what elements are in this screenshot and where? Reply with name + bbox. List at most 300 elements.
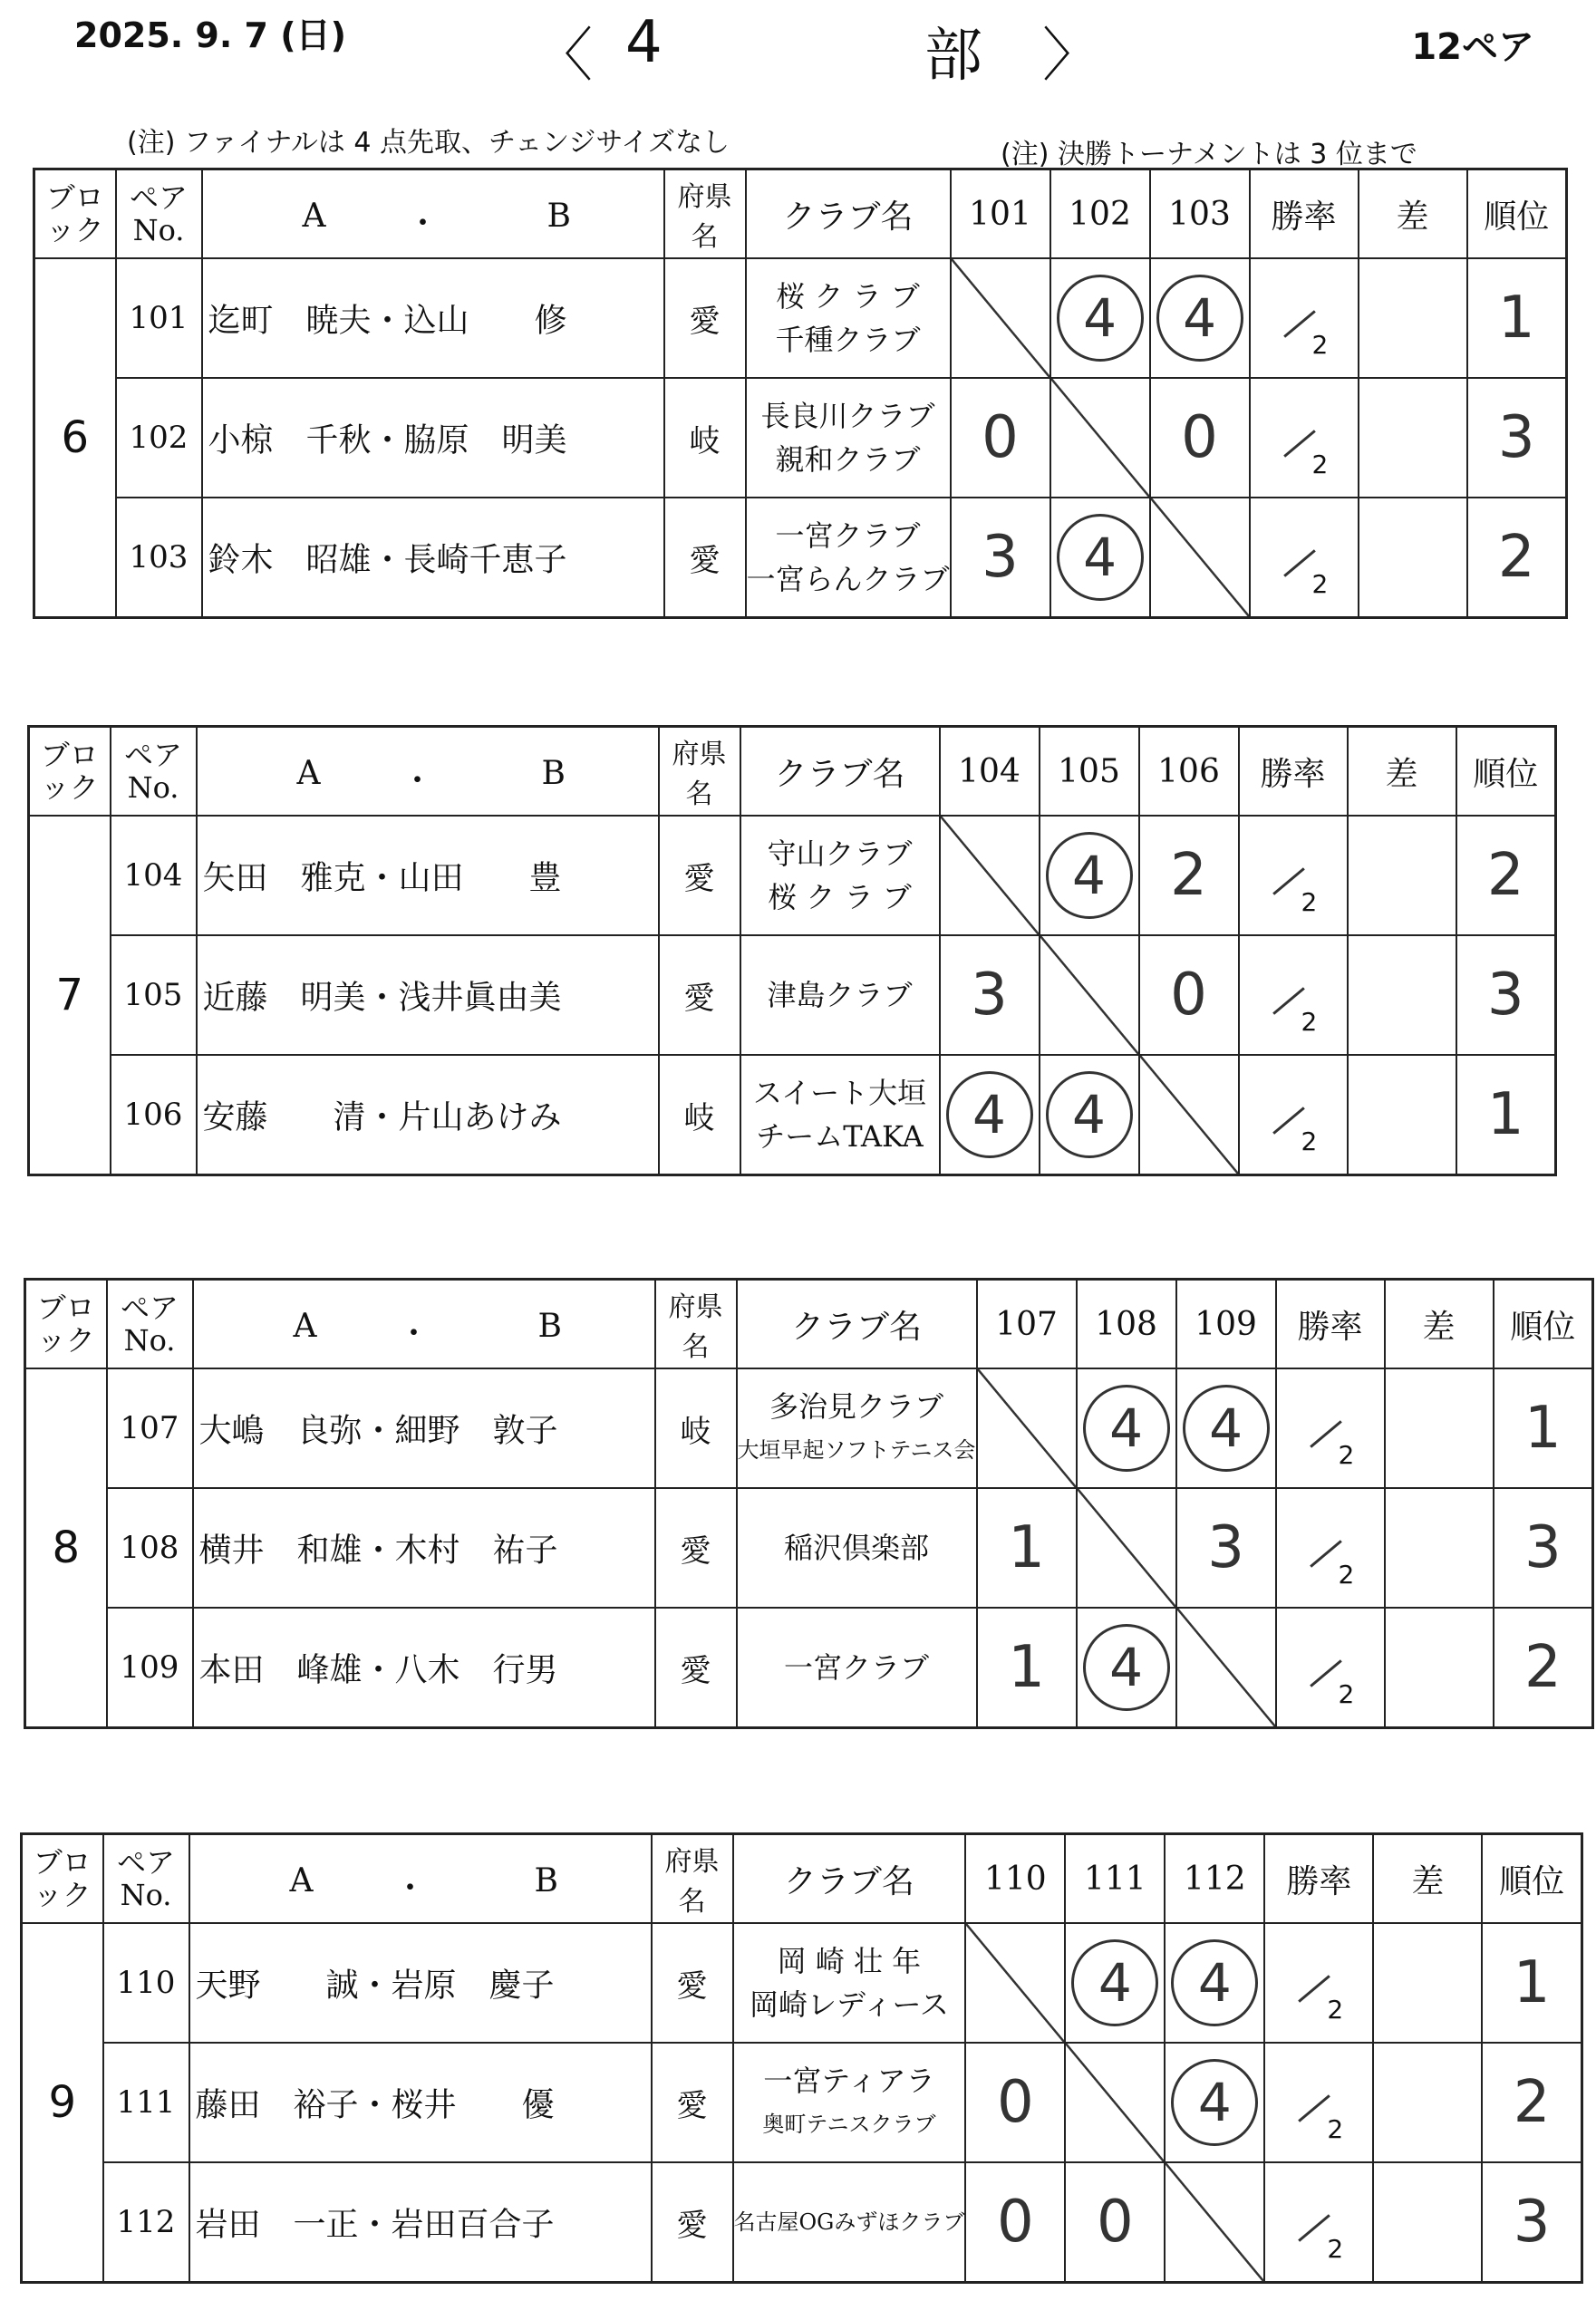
match-score <box>1150 378 1250 498</box>
player-a-header: A <box>296 755 321 792</box>
player-a-header: A <box>302 198 326 235</box>
club-names <box>737 1488 977 1608</box>
prefecture: 愛 <box>664 258 746 378</box>
circled-win-score: 4 <box>1046 1071 1133 1158</box>
player-b-header: B <box>537 1308 562 1345</box>
player-names <box>202 378 664 498</box>
pair-header-line1: ペア <box>123 738 182 772</box>
club-names <box>746 258 951 378</box>
win-rate-header: 勝率 <box>1264 1834 1373 1924</box>
match-score <box>1050 258 1150 378</box>
block-header <box>29 727 111 817</box>
opponent-header: 104 <box>940 727 1040 817</box>
pair-row <box>22 2162 1582 2283</box>
pair-header-line1: ペア <box>129 180 188 215</box>
point-diff <box>1348 816 1456 935</box>
block-number: 6 <box>34 258 116 618</box>
club-names <box>733 1923 966 2043</box>
player-names-text: 小椋 千秋・脇原 明美 <box>208 421 567 459</box>
block-table <box>27 725 1557 1176</box>
title-bracket-open: 〈 <box>535 23 593 90</box>
block-table <box>24 1278 1594 1729</box>
prefecture: 愛 <box>652 2043 733 2162</box>
club-names <box>740 1055 940 1175</box>
self-match-cell <box>965 1923 1065 2043</box>
point-diff <box>1348 1055 1456 1175</box>
score-value: 2 <box>1170 842 1207 909</box>
point-diff <box>1359 258 1467 378</box>
circled-win-score: 4 <box>1083 1624 1170 1711</box>
block-number: 9 <box>22 1923 103 2283</box>
score-value: 3 <box>1207 1514 1244 1581</box>
player-names <box>197 935 659 1055</box>
match-score <box>977 1488 1077 1608</box>
player-names <box>202 258 664 378</box>
club-name-1: 長良川クラブ <box>760 399 935 433</box>
club-names <box>733 2043 966 2162</box>
circled-win-score: 4 <box>1083 1385 1170 1472</box>
opponent-header: 105 <box>1040 727 1139 817</box>
opponent-header: 102 <box>1050 169 1150 259</box>
pair-row <box>25 1488 1593 1608</box>
win-rate-denominator: 2 <box>1311 569 1329 599</box>
player-names-text: 矢田 雅克・山田 豊 <box>202 859 562 897</box>
prefecture-header: 府県名 <box>652 1834 733 1924</box>
player-b-header: B <box>547 198 571 235</box>
point-diff <box>1348 935 1456 1055</box>
club-names <box>733 2162 966 2283</box>
point-diff <box>1373 2043 1482 2162</box>
match-score <box>1040 816 1139 935</box>
score-value: 3 <box>971 962 1008 1029</box>
block-header-line2: ック <box>45 213 104 247</box>
prefecture-header: 府県名 <box>655 1280 737 1369</box>
opponent-header: 111 <box>1065 1834 1165 1924</box>
pair-header-line2: No. <box>123 1323 176 1358</box>
prefecture: 愛 <box>655 1488 737 1608</box>
rank-header: 順位 <box>1456 727 1556 817</box>
title-bracket-close: 〉 <box>1042 23 1100 90</box>
win-rate-denominator: 2 <box>1338 1440 1355 1470</box>
self-match-cell <box>1077 1488 1176 1608</box>
block-header-line2: ック <box>36 1323 95 1358</box>
pair-header-line1: ペア <box>120 1290 179 1325</box>
prefecture: 岐 <box>655 1368 737 1488</box>
win-rate <box>1250 498 1359 618</box>
club-names <box>740 816 940 935</box>
rank: 3 <box>1482 2162 1581 2283</box>
block-header-line2: ック <box>33 1878 92 1912</box>
diff-header: 差 <box>1385 1280 1494 1369</box>
pair-number: 106 <box>111 1055 197 1175</box>
separator-dot: ・ <box>393 1870 427 1907</box>
player-names-text: 鈴木 昭雄・長崎千恵子 <box>208 541 567 579</box>
circled-win-score: 4 <box>1171 1939 1258 2026</box>
separator-dot: ・ <box>401 762 434 799</box>
point-diff <box>1373 1923 1482 2043</box>
player-names <box>193 1488 655 1608</box>
player-names <box>189 2043 652 2162</box>
circled-win-score: 4 <box>1183 1385 1270 1472</box>
rank-header: 順位 <box>1467 169 1567 259</box>
club-name-2: 千種クラブ <box>775 323 921 357</box>
club-names <box>740 935 940 1055</box>
opponent-header: 110 <box>965 1834 1065 1924</box>
title-number: 4 <box>625 9 663 76</box>
club-name-2: 岡崎レディース <box>750 1987 949 2022</box>
club-header: クラブ名 <box>733 1834 966 1924</box>
club-name-2: 大垣早起ソフトテニス会 <box>737 1437 976 1463</box>
score-value: 1 <box>1008 1514 1045 1581</box>
rank: 2 <box>1482 2043 1581 2162</box>
win-rate <box>1250 258 1359 378</box>
pair-header-line2: No. <box>120 1878 172 1912</box>
player-names <box>193 1608 655 1728</box>
win-rate <box>1239 935 1348 1055</box>
player-names-text: 迄町 暁夫・込山 修 <box>208 302 567 340</box>
match-score <box>1150 258 1250 378</box>
win-rate-slash <box>1283 310 1316 338</box>
event-date: 2025. 9. 7 (日) <box>74 15 346 55</box>
block-table <box>33 168 1568 619</box>
win-rate-slash <box>1272 987 1305 1015</box>
club-name-1: 桜 ク ラ ブ <box>776 279 920 314</box>
rank: 2 <box>1494 1608 1593 1728</box>
player-names-text: 天野 誠・岩原 慶子 <box>195 1967 555 2005</box>
club-name-2: 桜 ク ラ ブ <box>768 880 912 914</box>
win-rate-denominator: 2 <box>1301 1126 1318 1156</box>
block-header-line1: ブロ <box>36 1290 95 1325</box>
pair-row <box>22 2043 1582 2162</box>
win-rate-slash <box>1310 1420 1342 1448</box>
club-names <box>737 1608 977 1728</box>
win-rate <box>1250 378 1359 498</box>
opponent-header: 101 <box>951 169 1050 259</box>
win-rate <box>1264 1923 1373 2043</box>
self-match-cell <box>1065 2043 1165 2162</box>
match-score <box>951 378 1050 498</box>
match-score <box>1176 1488 1276 1608</box>
player-names-text: 岩田 一正・岩田百合子 <box>195 2206 555 2244</box>
prefecture: 愛 <box>655 1608 737 1728</box>
pair-count: 12ペア <box>1411 26 1534 68</box>
win-rate-denominator: 2 <box>1327 1995 1344 2025</box>
circled-win-score: 4 <box>1046 832 1133 919</box>
circled-win-score: 4 <box>1057 514 1144 601</box>
self-match-cell <box>1139 1055 1239 1175</box>
point-diff <box>1385 1368 1494 1488</box>
club-name-1: 一宮クラブ <box>775 518 921 553</box>
match-score <box>1065 2162 1165 2283</box>
club-name-2: 一宮らんクラブ <box>746 562 950 596</box>
block-header-line1: ブロ <box>40 738 99 772</box>
match-score <box>1065 1923 1165 2043</box>
pair-header-line2: No. <box>127 770 179 805</box>
self-match-cell <box>1165 2162 1264 2283</box>
win-rate <box>1276 1488 1385 1608</box>
pair-number: 104 <box>111 816 197 935</box>
player-names <box>197 816 659 935</box>
pair-row <box>25 1608 1593 1728</box>
self-match-cell <box>940 816 1040 935</box>
block-header-line1: ブロ <box>33 1845 92 1880</box>
diff-header: 差 <box>1348 727 1456 817</box>
self-match-cell <box>1050 378 1150 498</box>
prefecture: 愛 <box>659 935 740 1055</box>
prefecture: 愛 <box>652 1923 733 2043</box>
circled-win-score: 4 <box>1171 2059 1258 2146</box>
block-number: 7 <box>29 816 111 1175</box>
block-header <box>22 1834 103 1924</box>
pair-no-header <box>103 1834 189 1924</box>
match-score <box>940 935 1040 1055</box>
pair-number: 109 <box>107 1608 193 1728</box>
pair-number: 107 <box>107 1368 193 1488</box>
rank: 2 <box>1456 816 1556 935</box>
player-names-text: 安藤 清・片山あけみ <box>202 1098 562 1136</box>
point-diff <box>1373 2162 1482 2283</box>
club-name-1: 名古屋OGみずほクラブ <box>733 2209 965 2235</box>
circled-win-score: 4 <box>1057 275 1144 362</box>
rank: 1 <box>1467 258 1567 378</box>
match-score <box>1139 935 1239 1055</box>
win-rate-slash <box>1299 2214 1331 2242</box>
club-names <box>746 378 951 498</box>
pair-row <box>25 1368 1593 1488</box>
club-name-1: 岡 崎 壮 年 <box>777 1944 922 1978</box>
opponent-header: 108 <box>1077 1280 1176 1369</box>
opponent-header: 109 <box>1176 1280 1276 1369</box>
match-score <box>965 2043 1065 2162</box>
player-names <box>202 498 664 618</box>
circled-win-score: 4 <box>946 1071 1033 1158</box>
player-b-header: B <box>534 1862 558 1900</box>
win-rate-slash <box>1299 1975 1331 2003</box>
club-name-1: 一宮ティアラ <box>763 2064 935 2098</box>
club-header: クラブ名 <box>746 169 951 259</box>
player-names-text: 横井 和雄・木村 祐子 <box>198 1532 558 1570</box>
player-a-header: A <box>289 1862 314 1900</box>
separator-dot: ・ <box>406 205 440 242</box>
pair-row <box>29 935 1556 1055</box>
opponent-header: 112 <box>1165 1834 1264 1924</box>
prefecture-header: 府県名 <box>664 169 746 259</box>
match-score <box>977 1608 1077 1728</box>
point-diff <box>1359 498 1467 618</box>
pair-no-header <box>116 169 202 259</box>
score-value: 3 <box>982 524 1019 591</box>
pair-number: 111 <box>103 2043 189 2162</box>
player-names-header <box>202 169 664 259</box>
player-names-text: 本田 峰雄・八木 行男 <box>198 1651 558 1689</box>
self-match-cell <box>977 1368 1077 1488</box>
win-rate <box>1264 2162 1373 2283</box>
opponent-header: 107 <box>977 1280 1077 1369</box>
pair-row <box>34 258 1567 378</box>
pair-number: 105 <box>111 935 197 1055</box>
player-names-text: 近藤 明美・浅井眞由美 <box>202 979 562 1017</box>
pair-row <box>34 498 1567 618</box>
club-name-1: 多治見クラブ <box>769 1389 944 1424</box>
score-value: 0 <box>1097 2189 1134 2256</box>
club-name-2: チームTAKA <box>756 1119 924 1154</box>
score-value: 0 <box>997 2189 1034 2256</box>
separator-dot: ・ <box>397 1315 430 1352</box>
rank: 3 <box>1494 1488 1593 1608</box>
circled-win-score: 4 <box>1071 1939 1158 2026</box>
pair-row <box>29 816 1556 935</box>
pair-number: 102 <box>116 378 202 498</box>
block-header <box>25 1280 107 1369</box>
player-names-text: 大嶋 良弥・細野 敦子 <box>198 1412 558 1450</box>
club-name-2: 親和クラブ <box>775 442 921 477</box>
win-rate-denominator: 2 <box>1301 887 1318 917</box>
win-rate-header: 勝率 <box>1276 1280 1385 1369</box>
win-rate-slash <box>1299 2094 1331 2122</box>
score-value: 0 <box>1181 404 1218 471</box>
score-value: 0 <box>1170 962 1207 1029</box>
prefecture: 愛 <box>659 816 740 935</box>
pair-number: 112 <box>103 2162 189 2283</box>
pair-number: 103 <box>116 498 202 618</box>
club-name-1: 一宮クラブ <box>784 1650 930 1685</box>
point-diff <box>1385 1608 1494 1728</box>
pair-number: 108 <box>107 1488 193 1608</box>
block-header-line2: ック <box>40 770 99 805</box>
club-names <box>737 1368 977 1488</box>
match-score <box>1139 816 1239 935</box>
player-names-header <box>197 727 659 817</box>
club-name-1: スイート大垣 <box>752 1076 927 1110</box>
win-rate <box>1276 1608 1385 1728</box>
win-rate-denominator: 2 <box>1338 1679 1355 1709</box>
rank-header: 順位 <box>1494 1280 1593 1369</box>
rank: 1 <box>1482 1923 1581 2043</box>
score-value: 0 <box>997 2069 1034 2136</box>
win-rate-denominator: 2 <box>1311 450 1329 479</box>
self-match-cell <box>951 258 1050 378</box>
match-score <box>1165 1923 1264 2043</box>
win-rate-denominator: 2 <box>1338 1560 1355 1590</box>
win-rate <box>1264 2043 1373 2162</box>
match-score <box>951 498 1050 618</box>
pair-no-header <box>111 727 197 817</box>
club-name-1: 津島クラブ <box>767 978 913 1012</box>
self-match-cell <box>1150 498 1250 618</box>
win-rate-header: 勝率 <box>1250 169 1359 259</box>
opponent-header: 106 <box>1139 727 1239 817</box>
match-score <box>1176 1368 1276 1488</box>
note-tournament: (注) 決勝トーナメントは 3 位まで <box>1001 139 1417 170</box>
player-names-header <box>189 1834 652 1924</box>
prefecture: 愛 <box>664 498 746 618</box>
pair-row <box>29 1055 1556 1175</box>
match-score <box>965 2162 1065 2283</box>
win-rate <box>1276 1368 1385 1488</box>
club-names <box>746 498 951 618</box>
pair-number: 101 <box>116 258 202 378</box>
win-rate-denominator: 2 <box>1327 2234 1344 2264</box>
win-rate-slash <box>1310 1659 1342 1687</box>
score-value: 1 <box>1008 1634 1045 1701</box>
win-rate-slash <box>1310 1540 1342 1568</box>
rank: 2 <box>1467 498 1567 618</box>
win-rate-denominator: 2 <box>1301 1007 1318 1037</box>
opponent-header: 103 <box>1150 169 1250 259</box>
club-name-2: 奥町テニスクラブ <box>762 2112 936 2137</box>
win-rate-slash <box>1272 1107 1305 1135</box>
player-names-text: 藤田 裕子・桜井 優 <box>195 2086 555 2124</box>
win-rate-slash <box>1283 549 1316 577</box>
player-names-header <box>193 1280 655 1369</box>
pair-no-header <box>107 1280 193 1369</box>
match-score <box>1077 1368 1176 1488</box>
circled-win-score: 4 <box>1156 275 1243 362</box>
block-header-line1: ブロ <box>45 180 104 215</box>
rank-header: 順位 <box>1482 1834 1581 1924</box>
club-name-1: 守山クラブ <box>767 836 913 871</box>
player-names <box>189 1923 652 2043</box>
point-diff <box>1359 378 1467 498</box>
win-rate-denominator: 2 <box>1311 330 1329 360</box>
rank: 3 <box>1456 935 1556 1055</box>
win-rate-header: 勝率 <box>1239 727 1348 817</box>
pair-header-line1: ペア <box>116 1845 175 1880</box>
player-b-header: B <box>541 755 566 792</box>
self-match-cell <box>1176 1608 1276 1728</box>
player-names <box>189 2162 652 2283</box>
match-score <box>1077 1608 1176 1728</box>
note-final: (注) ファイナルは 4 点先取、チェンジサイズなし <box>127 127 730 159</box>
rank: 1 <box>1456 1055 1556 1175</box>
score-value: 0 <box>982 404 1019 471</box>
prefecture-header: 府県名 <box>659 727 740 817</box>
match-score <box>1050 498 1150 618</box>
prefecture: 愛 <box>652 2162 733 2283</box>
win-rate-denominator: 2 <box>1327 2114 1344 2144</box>
rank: 1 <box>1494 1368 1593 1488</box>
win-rate <box>1239 816 1348 935</box>
player-names <box>193 1368 655 1488</box>
self-match-cell <box>1040 935 1139 1055</box>
diff-header: 差 <box>1373 1834 1482 1924</box>
rank: 3 <box>1467 378 1567 498</box>
player-names <box>197 1055 659 1175</box>
point-diff <box>1385 1488 1494 1608</box>
block-number: 8 <box>25 1368 107 1728</box>
block-header <box>34 169 116 259</box>
win-rate-slash <box>1283 430 1316 458</box>
player-a-header: A <box>293 1308 317 1345</box>
pair-number: 110 <box>103 1923 189 2043</box>
match-score <box>1165 2043 1264 2162</box>
diff-header: 差 <box>1359 169 1467 259</box>
club-name-1: 稲沢倶楽部 <box>784 1531 930 1565</box>
pair-row <box>22 1923 1582 2043</box>
title-bu: 部 <box>924 23 982 90</box>
win-rate <box>1239 1055 1348 1175</box>
pair-header-line2: No. <box>132 213 185 247</box>
prefecture: 岐 <box>659 1055 740 1175</box>
match-score <box>1040 1055 1139 1175</box>
pair-row <box>34 378 1567 498</box>
match-score <box>940 1055 1040 1175</box>
win-rate-slash <box>1272 867 1305 895</box>
prefecture: 岐 <box>664 378 746 498</box>
club-header: クラブ名 <box>740 727 940 817</box>
club-header: クラブ名 <box>737 1280 977 1369</box>
block-table <box>20 1832 1583 2284</box>
